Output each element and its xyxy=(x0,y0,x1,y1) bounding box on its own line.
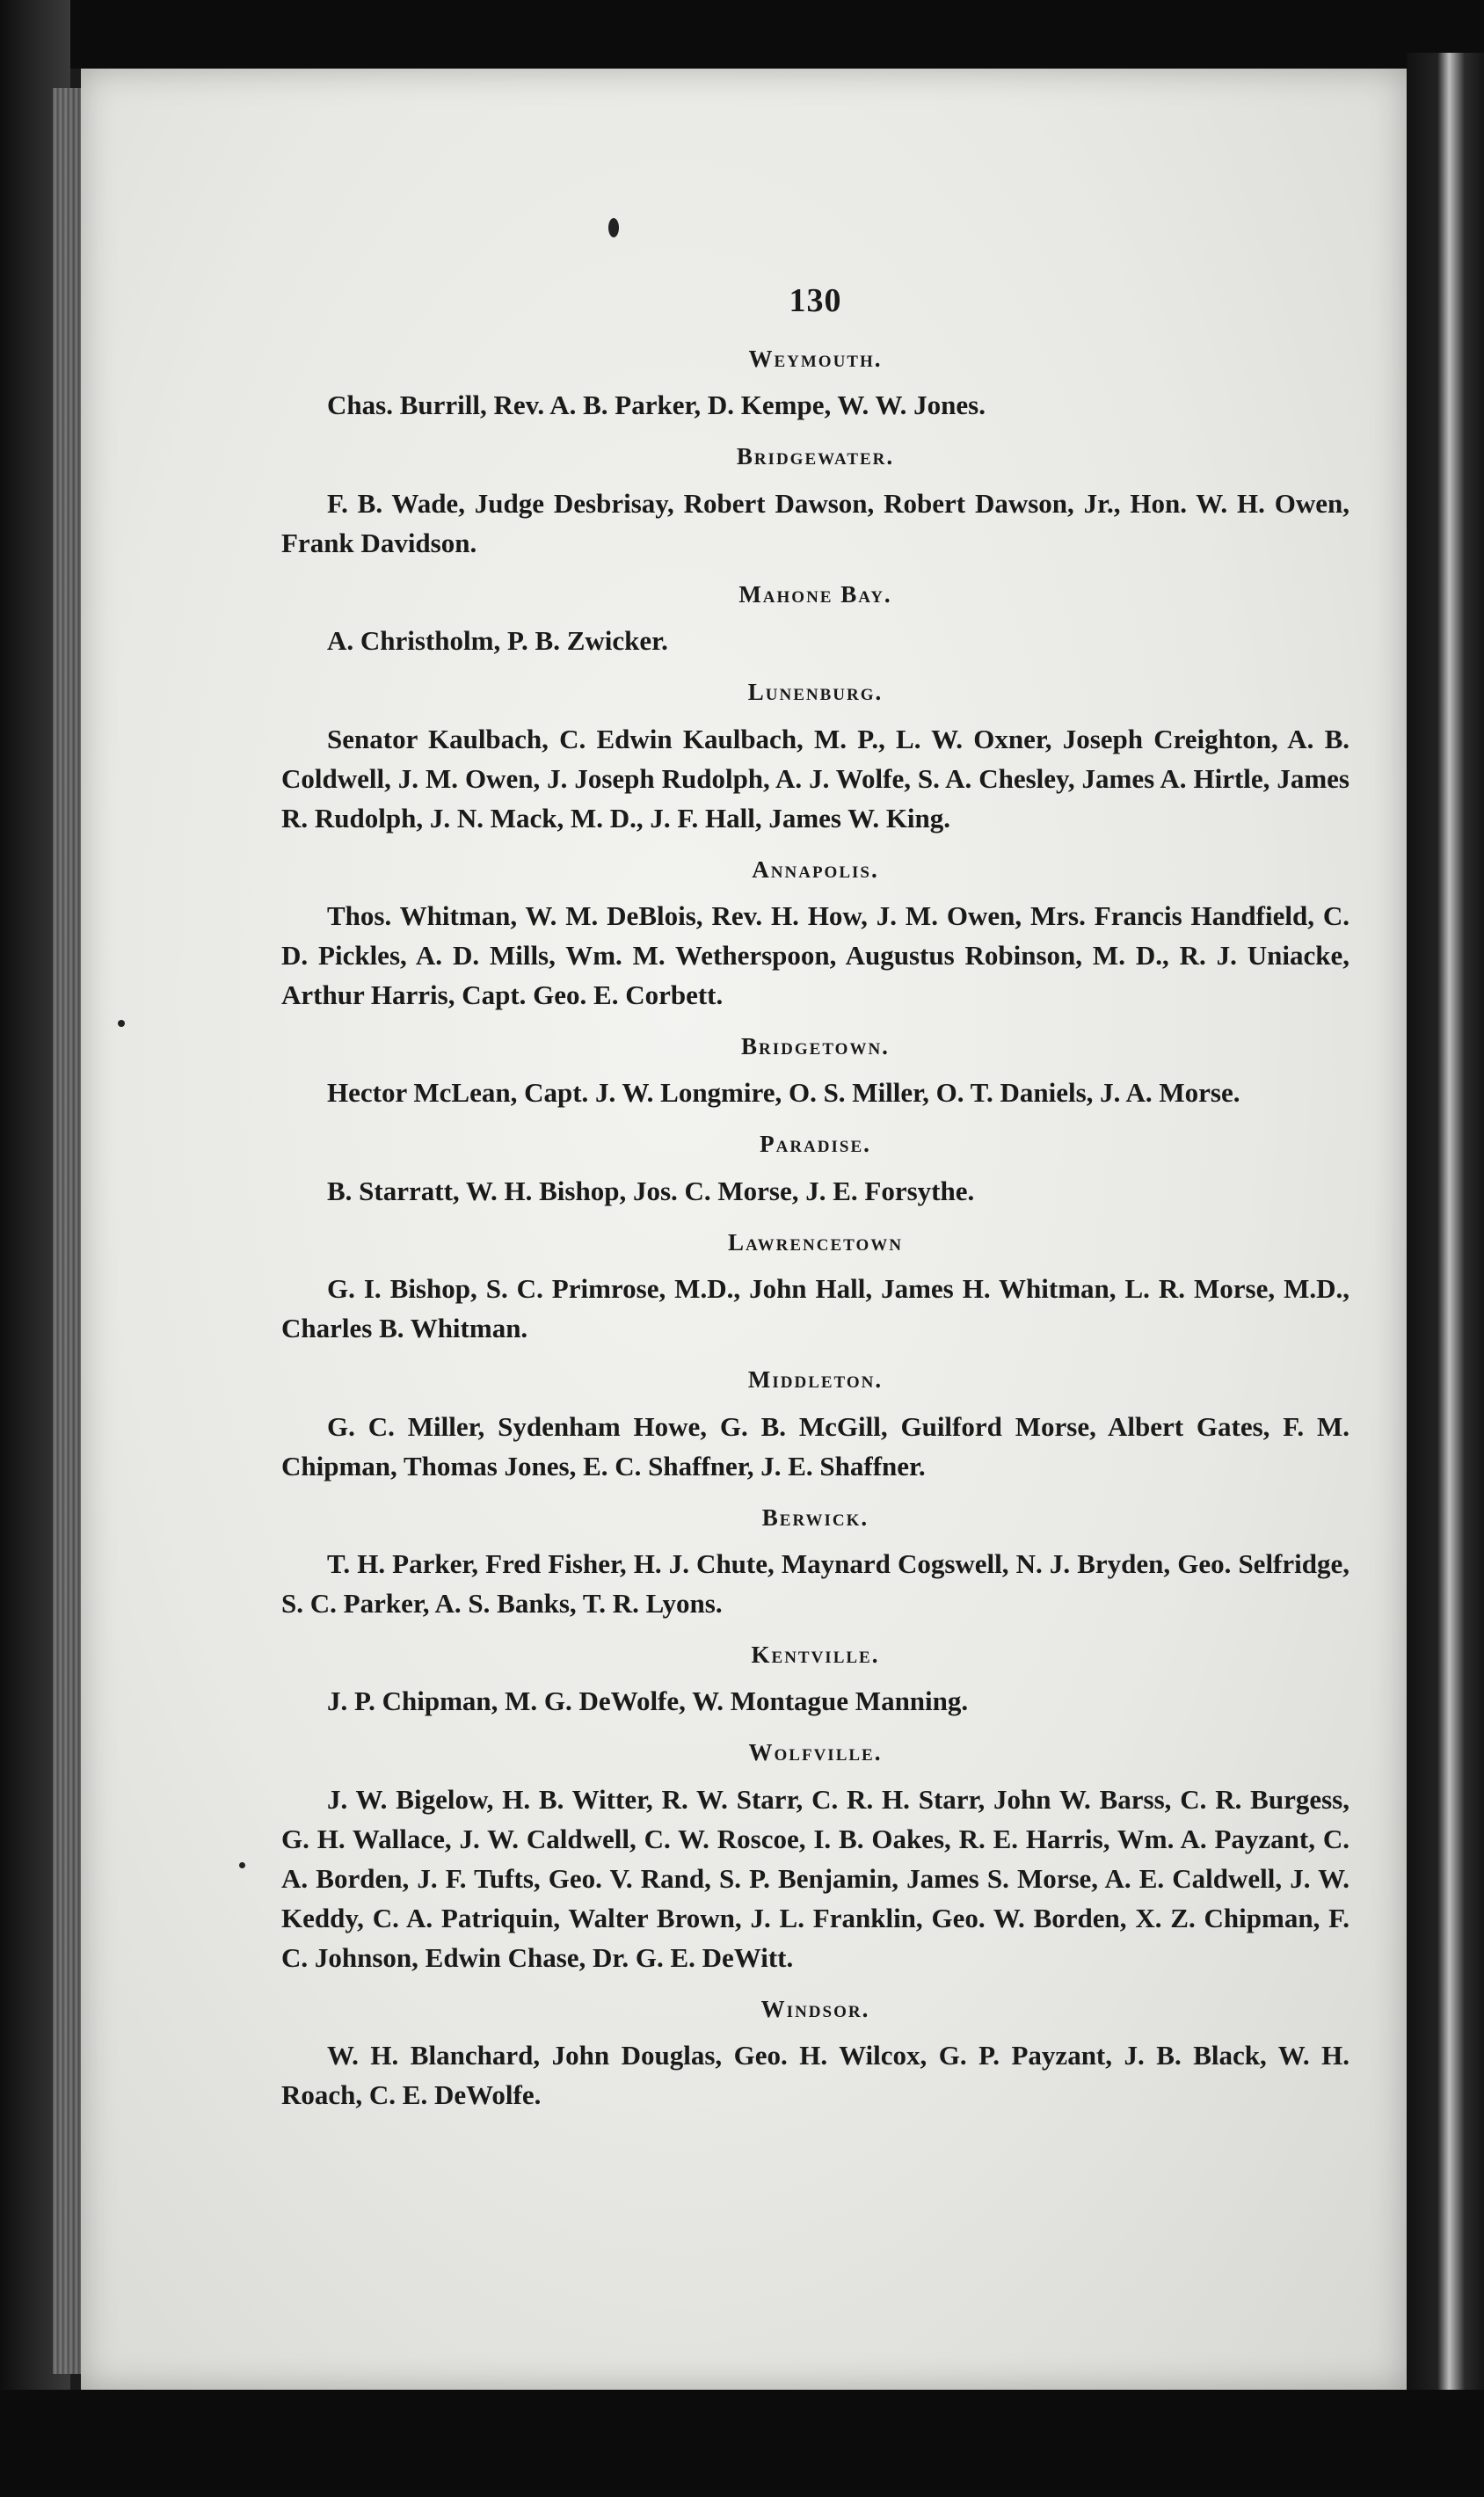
town-heading: Wolfville. xyxy=(748,1739,883,1766)
book-page-edges xyxy=(53,88,81,2374)
town-heading: Bridgetown. xyxy=(741,1032,890,1059)
member-names: J. W. Bigelow, H. B. Witter, R. W. Starr, C. R. H. Starr, John W. Barss, C. R. Burgess, G. H. Wallace, J. W. Caldwell, C. W. Roscoe, I. B. Oakes, R. E. Harris, Wm. A. Payzant, C. A. Borden, J. F. Tufts, Geo. V. Rand, S. P. Benjamin, James S. Morse, A. E. Caldwell, J. W. Keddy, C. A. Patriquin, Walter Brown, J. L. Franklin, Geo. W. Borden, X. Z. Chipman, F. C. Johnson, Edwin Chase, Dr. G. E. DeWitt. xyxy=(281,1783,1349,1973)
town-heading: Weymouth. xyxy=(748,346,883,372)
section-windsor xyxy=(281,1995,1349,2115)
town-heading: Lawrencetown xyxy=(728,1228,903,1256)
town-heading: Kentville. xyxy=(751,1641,880,1668)
member-names: G. C. Miller, Sydenham Howe, G. B. McGill, Guilford Morse, Albert Gates, F. M. Chipman, Thomas Jones, E. C. Shaffner, J. E. Shaffner. xyxy=(281,1410,1349,1481)
book-gutter xyxy=(1407,53,1484,2409)
member-names: Thos. Whitman, W. M. DeBlois, Rev. H. How, J. M. Owen, Mrs. Francis Handfield, C. D. Pickles, A. D. Mills, Wm. M. Wetherspoon, Augustus Robinson, M. D., R. J. Uniacke, Arthur Harris, Capt. Geo. E. Corbett. xyxy=(281,899,1349,1010)
member-names: T. H. Parker, Fred Fisher, H. J. Chute, Maynard Cogswell, N. J. Bryden, Geo. Selfridge, S. C. Parker, A. S. Banks, T. R. Lyons. xyxy=(281,1547,1349,1619)
section-berwick xyxy=(281,1503,1349,1623)
member-names: Hector McLean, Capt. J. W. Longmire, O. S. Miller, O. T. Daniels, J. A. Morse. xyxy=(327,1077,1240,1109)
town-heading: Bridgewater. xyxy=(736,443,895,470)
ink-speck xyxy=(608,218,619,237)
member-names: G. I. Bishop, S. C. Primrose, M.D., John Hall, James H. Whitman, L. R. Morse, M.D., Charles B. Whitman. xyxy=(281,1273,1349,1344)
film-bottom-border xyxy=(0,2390,1484,2497)
section-mahone-bay xyxy=(281,580,1349,660)
section-wolfville xyxy=(281,1738,1349,1976)
page-number: 130 xyxy=(789,282,842,319)
town-heading: Berwick. xyxy=(761,1503,869,1531)
town-heading: Paradise. xyxy=(760,1131,871,1158)
member-names: F. B. Wade, Judge Desbrisay, Robert Dawson, Robert Dawson, Jr., Hon. W. H. Owen, Frank Davidson. xyxy=(281,487,1349,558)
section-annapolis xyxy=(281,855,1349,1015)
section-middleton xyxy=(281,1365,1349,1485)
section-lunenburg xyxy=(281,678,1349,837)
film-top-border xyxy=(0,0,1484,69)
member-names: W. H. Blanchard, John Douglas, Geo. H. Wilcox, G. P. Payzant, J. B. Black, W. H. Roach, C. E. DeWolfe. xyxy=(281,2040,1349,2111)
town-heading: Mahone Bay. xyxy=(738,580,892,608)
section-kentville xyxy=(281,1641,1349,1721)
page-content xyxy=(281,281,1349,2132)
town-heading: Windsor. xyxy=(760,1995,870,2022)
section-bridgewater xyxy=(281,442,1349,562)
ink-speck xyxy=(118,1020,125,1027)
member-names: J. P. Chipman, M. G. DeWolfe, W. Montague Manning. xyxy=(327,1685,969,1717)
town-heading: Middleton. xyxy=(747,1366,884,1394)
section-paradise xyxy=(281,1130,1349,1210)
town-heading: Lunenburg. xyxy=(747,679,884,706)
member-names: B. Starratt, W. H. Bishop, Jos. C. Morse, J. E. Forsythe. xyxy=(327,1175,975,1206)
section-bridgetown xyxy=(281,1032,1349,1112)
section-weymouth xyxy=(281,345,1349,425)
ink-speck xyxy=(239,1862,245,1868)
member-names: Chas. Burrill, Rev. A. B. Parker, D. Kempe, W. W. Jones. xyxy=(327,389,986,421)
member-names: Senator Kaulbach, C. Edwin Kaulbach, M. P., L. W. Oxner, Joseph Creighton, A. B. Coldwell, J. M. Owen, J. Joseph Rudolph, A. J. Wolfe, S. A. Chesley, James A. Hirtle, James R. Rudolph, J. N. Mack, M. D., J. F. Hall, James W. King. xyxy=(281,723,1349,834)
town-heading: Annapolis. xyxy=(752,855,879,883)
section-lawrencetown xyxy=(281,1228,1349,1348)
member-names: A. Christholm, P. B. Zwicker. xyxy=(327,625,668,657)
